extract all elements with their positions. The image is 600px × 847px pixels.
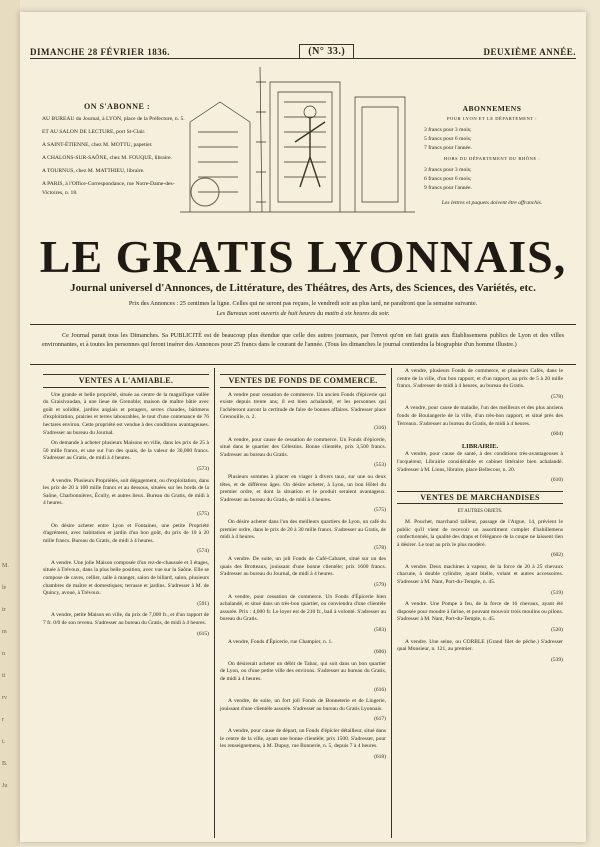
issue-year: DEUXIÈME ANNÉE. [483, 46, 576, 57]
ad-entry: A vendre, de suite, un fort joli Fonds de Bonneterie et de Lingerie, jouissant d'une clientèle assurée. S'adresser au bureau du Gratis Lyonnais. [220, 698, 386, 712]
entry-ref: (616) [374, 686, 386, 693]
ad-entry: A vendre. Plusieurs Propriétés, soit dégagement, ou d'exploitation, dans les prix de 20 à 100 mille francs et au dessous, situées sur les bords de la Saône, Charbonnières, Écully, et autres lieux. Bureau du Gratis, de midi à 4 heures. [43, 477, 209, 507]
ad-entry: A vendre pour cessation de commerce. Un ancien Fonds d'épicerie qui existe depuis trente ans; il est bien achalandé, et les personnes qui l'achèteront auront la certitude de faire de bonnes affaires. S'adresser place Grenouille, n. 2. [220, 391, 386, 421]
entry-ref: (579) [374, 582, 386, 589]
edge-fragment: le [2, 585, 7, 591]
subscription-item: A SAINT-ÉTIENNE, chez M. MOTTU, papetier. [42, 142, 153, 148]
dateline [30, 44, 576, 59]
section-title-marchandises: VENTES DE MARCHANDISES [397, 491, 563, 505]
adjacent-page-edge [0, 0, 20, 847]
header-rule [30, 58, 576, 59]
rate-line: 3 francs pour 3 mois; [424, 127, 472, 133]
entry-ref: (573) [197, 465, 209, 472]
edge-fragment: B. [2, 761, 8, 767]
ad-entry: On demande à acheter plusieurs Maisons en ville, dans les prix de 25 à 50 mille francs, et une sur l'un des quais, de la valeur de 30,000 francs. S'adresser au Gratis, de midi à 4 heures. [43, 440, 209, 462]
entry-ref: (575) [374, 507, 386, 514]
ad-entry: On désirerait acheter un débit de Tabac, qui soit dans un bon quartier de Lyon, ou d'une petite ville des environs. S'adresser au bureau du Gratis, de midi à 4 heures. [220, 660, 386, 682]
entry-ref: (520) [551, 627, 563, 634]
entry-ref: (591) [197, 600, 209, 607]
entry-ref: (553) [374, 462, 386, 469]
entry-ref: (583) [374, 627, 386, 634]
ad-entry: On désire acheter entre Lyon et Fontaines, une petite Propriété d'agrément, avec habitation et jardin d'un bon goût, du prix de 10 à 20 mille francs. Bureau du Gratis, de midi à 4 heures. [43, 522, 209, 544]
ad-entry: A vendre, pour cause de cessation de commerce. Un Fonds d'épicerie, situé dans le quartier des Célestins. Bonne clientèle, prix 3,500 francs. S'adresser au bureau du Gratis. [220, 436, 386, 458]
ad-entry: M. Pouchet, marchand tailleur, passage de l'Argue, 14, prévient le public qu'il vient de recevoir un assortiment complet d'habillemens confectionnés, la qualité des draps et l'élégance de la coupe ne laissent rien à désirer. Le tout au prix le plus modéré. [397, 518, 563, 548]
edge-fragment: Ju [2, 783, 8, 789]
intro-paragraph: Ce Journal parait tous les Dimanches. Sa PUBLICITÉ est de beaucoup plus étendue que celle des autres journaux, par l'envoi qu'on en fait gratis aux Établissemens publics de Lyon et des villes environnantes, et à toutes les personnes qui feront insérer des Annonces pour 25 francs dans le courant de l'année. (Tous les dimanches le journal contiendra la biographie d'un homme illustre.) [42, 332, 564, 348]
ad-entry: A vendre, petite Maison en ville, du prix de 7,000 fr., et d'un rapport de 7 fr. 0/0 de son revenu. S'adresser au bureau du Gratis, de midi à 4 heures. [43, 612, 209, 627]
edge-fragment: rv [2, 695, 7, 701]
edge-fragment: r [2, 717, 4, 723]
ad-entry: A vendre, plusieurs Fonds de commerce, et plusieurs Cafés, dans le centre de la ville, d'un bon rapport, et d'un rapport, au prix de 5 à 20 mille francs. S'adresser de midi à 4 heures, au bureau du Gratis. [397, 368, 563, 390]
rates-subtitle-outside: HORS DU DÉPARTEMENT DU RHÔNE : [443, 156, 541, 161]
section-title-amiable: VENTES A L'AMIABLE. [43, 374, 209, 388]
office-hours: Les Bureaux sont ouverts de huit heures du matin à six heures du soir. [216, 310, 390, 317]
entry-ref: (610) [551, 477, 563, 484]
entry-ref: (618) [374, 753, 386, 760]
subscription-item: A CHALONS-SUR-SAÔNE, chez M. FOUQUE, libraire. [42, 155, 173, 161]
intro-rule [30, 324, 576, 325]
ad-entry: A vendre. De suite, un joli Fonds de Café-Cabaret, situé sur un des quais des Brotteaux, jouissant d'une bonne clientèle; prix 1600 francs. S'adresser au bureau du Journal, de midi à 4 heures. [220, 556, 386, 578]
rates-title: ABONNEMENS [462, 104, 522, 113]
rates-note: Les lettres et paquets doivent être affranchis. [441, 200, 543, 206]
entry-ref: (604) [551, 431, 563, 438]
edge-fragment: t. [2, 739, 6, 745]
newspaper-subtitle: Journal universel d'Annonces, de Littérature, des Théâtres, des Arts, des Sciences, des Variétés, etc. [70, 282, 536, 294]
column-fonds [215, 368, 392, 838]
ad-entry: A vendre, pour cause de départ, un Fonds d'épicier détailleur, situé dans le centre de la ville, ayant une bonne clientèle; prix 1500. S'adresser, pour les renseignemens, à M. Dupuy, rue Bonnerie, n. 5, depuis 7 à 4 heures. [220, 727, 386, 750]
edge-fragment: n [2, 651, 5, 657]
subscription-title: ON S'ABONNE : [83, 102, 151, 111]
subscription-locations [42, 102, 192, 202]
rate-line: 6 francs pour 6 mois; [424, 176, 472, 182]
section-title-librairie: LIBRAIRIE. [461, 442, 499, 450]
ad-entry: Plusieurs sommes à placer en viager à divers taux, sur une ou deux têtes, et de différens âges. On désire acheter, à Lyon, un bon Hôtel du premier ordre, et dont la situation et le produit seraient avantageux. S'adresser au bureau du Gratis, de midi à 4 heures. [220, 473, 386, 503]
rate-line: 3 francs pour 3 mois; [424, 167, 472, 173]
entry-ref: (574) [197, 548, 209, 555]
issue-number: (N° 33.) [299, 44, 354, 59]
entry-ref: (615) [197, 630, 209, 637]
ad-entry: A vendre. Deux machines à vapeur, de la force de 20 à 25 chevaux chacune, à double cylindre, ayant bielle, volant et autres accessoires. S'adresser à M. Nant, Port-du-Temple, n. 45. [397, 563, 563, 586]
entry-ref: (316) [374, 424, 386, 431]
ad-entry: Une grande et belle propriété, située au centre de la magnifique vallée du Graisivaudan, à une lieue de Grenoble; maison de maître bâtie avec goût et solidité, jardins anglais et potagers, serres chaudes, bâtimens d'exploitation, prairies et terres labourables, le tout d'une contenance de 76 hectares environ. Cette propriété est vendue à des conditions avantageuses. S'adresser au bureau du Journal. [43, 391, 209, 436]
librairie-entry: A vendre, pour cause de santé, à des conditions très-avantageuses à l'acquéreur, Librairie considérable et cabinet littéraire bien achalandé. S'adresser à M. Lions, libraire, place Bellecour, n. 20. [397, 451, 563, 473]
ad-entry: On désire acheter dans l'un des meilleurs quartiers de Lyon, un café du premier ordre, dans le prix de 20 à 30 mille francs. S'adresser au Gratis, de midi à 4 heures. [220, 518, 386, 541]
entry-ref: (539) [551, 656, 563, 663]
entry-ref: (602) [551, 552, 563, 559]
entry-ref: (578) [551, 393, 563, 400]
ad-entry: A vendre, pour cause de maladie, l'un des meilleurs et des plus anciens fonds de Boulangerie de la ville, d'un très-bon rapport, et situé près des Terreaux. S'adresser au bureau du Gratis, de midi à 4 heures. [397, 405, 563, 427]
columns-rule [30, 364, 576, 365]
edge-fragment: tr [2, 607, 6, 613]
ad-entry: A vendre. Une seine, ou CORBLE (Grand filet de pêche.) S'adresser quai Monsieur, n. 121, au premier. [397, 638, 563, 653]
entry-ref: (578) [374, 544, 386, 551]
newspaper-page [20, 12, 586, 842]
subscription-item: A PARIS, à l'Office-Correspondance, rue Notre-Dame-des-Victoires, n. 18. [42, 181, 175, 196]
entry-ref: (617) [374, 716, 386, 723]
ad-entry: A vendre, Fonds d'Épicerie, rue Champier, n. 1. [228, 638, 333, 645]
ad-entry: A vendre. Une Pompe à feu, de la force de 16 chevaux, ayant été disposée pour moudre à farine, et pouvant mouvoir trois moulins ou pilons. S'adresser à M. Nant, Port-du-Temple, n. 45. [397, 601, 563, 623]
subscription-rates [412, 104, 572, 208]
issue-date: DIMANCHE 28 FÉVRIER 1836. [30, 46, 171, 57]
ad-entry: A vendre. Une jolie Maison composée d'un rez-de-chaussée et 3 étages, située à Trévoux, dans la plus belle position, avec vue sur la Saône. Elle se compose de caves, cellier, salle à manger, salon de billard, salon, plusieurs chambres de maître et domestiques; terrasse et jardins. S'adresser à M. de Quincy, avoué, à Trévoux. [43, 559, 209, 597]
rates-subtitle-local: POUR LYON ET LE DÉPARTEMENT : [446, 116, 538, 121]
rate-line: 7 francs pour l'année. [424, 145, 472, 151]
edge-fragment: m [2, 629, 7, 635]
subscription-item: AU BUREAU du Journal, à LYON, place de la Préfecture, n. 5. [42, 116, 185, 122]
rate-line: 5 francs pour 6 mois; [424, 136, 472, 142]
column-misc [392, 368, 568, 838]
subscription-item: A TOURNUS, chez M. MATTHIEU, libraire. [42, 168, 145, 174]
entry-ref: (575) [197, 510, 209, 517]
ad-columns [38, 368, 568, 838]
section-subtitle-marchandises: ET AUTRES OBJETS. [457, 509, 503, 515]
newspaper-title: LE GRATIS LYONNAIS, [39, 231, 567, 282]
subscription-item: ET AU SALON DE LECTURE, port St-Clair. [42, 129, 146, 135]
section-title-fonds: VENTES DE FONDS DE COMMERCE. [220, 374, 386, 388]
entry-ref: (606) [374, 649, 386, 656]
rate-line: 9 francs pour l'année. [424, 185, 472, 191]
entry-ref: (519) [551, 589, 563, 596]
ad-pricing: Prix des Annonces : 25 centimes la ligne. Celles qui ne seront pas reçues, le vendredi soir au plus tard, ne paraîtront que la semaine suivante. [128, 300, 478, 307]
edge-fragment: ti [2, 673, 6, 679]
masthead-illustration [180, 62, 415, 217]
column-amiable [38, 368, 215, 838]
edge-fragment: M. [2, 563, 9, 569]
ad-entry: A vendre, pour cessation de commerce. Un Fonds d'Épicerie bien achalandé, et situé dans un très-bon quartier, ou conviendra d'une clientèle assurée. Prix : 4,000 fr. Le loyer est de 210 fr., bail à volonté. S'adresser au bureau du Gratis. [220, 593, 386, 623]
